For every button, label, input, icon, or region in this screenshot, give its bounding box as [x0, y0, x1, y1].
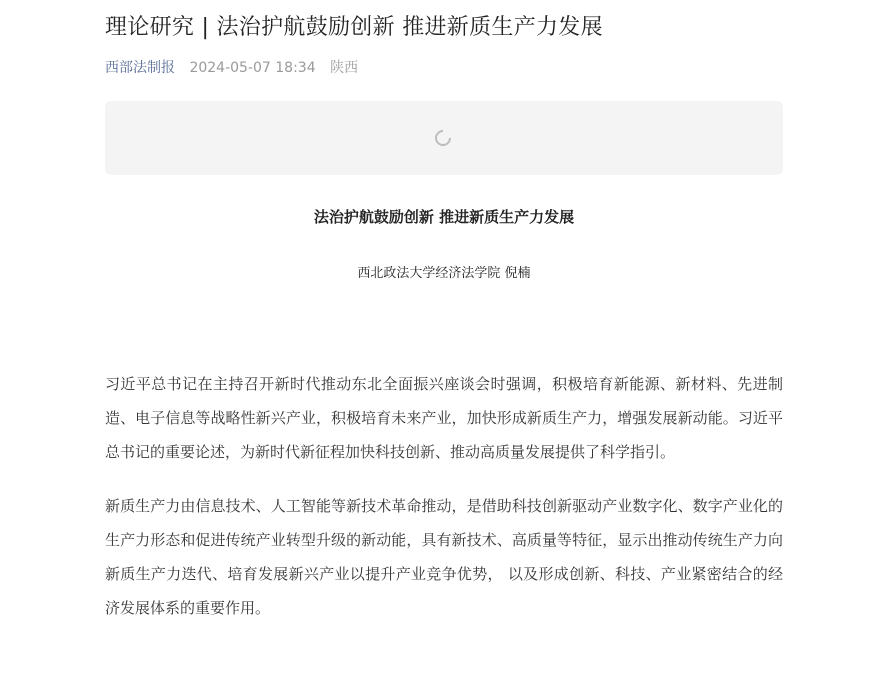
- article-title: 理论研究 | 法治护航鼓励创新 推进新质生产力发展: [105, 15, 603, 40]
- media-placeholder[interactable]: [105, 101, 783, 175]
- source-link[interactable]: 西部法制报: [105, 60, 175, 76]
- body-paragraph: 新质生产力由信息技术、人工智能等新技术革命推动，是借助科技创新驱动产业数字化、数字产业化的生产力形态和促进传统产业转型升级的新动能，具有新技术、高质量等特征，显示出推动传统生产力向新质生产力迭代、培育发展新兴产业以提升产业竞争优势， 以及形成创新、科技、产业紧密结合的经济发展体系的重要作用。: [105, 497, 783, 617]
- publish-date: 2024-05-07 18:34: [189, 60, 316, 76]
- loading-spinner-icon: [432, 127, 455, 150]
- body-paragraph: 习近平总书记在主持召开新时代推动东北全面振兴座谈会时强调，积极培育新能源、新材料、先进制造、电子信息等战略性新兴产业，积极培育未来产业，加快形成新质生产力，增强发展新动能。习近平总书记的重要论述，为新时代新征程加快科技创新、推动高质量发展提供了科学指引。: [105, 375, 783, 461]
- article-meta: [105, 57, 783, 79]
- publish-location: 陕西: [330, 60, 359, 76]
- article-subtitle: 法治护航鼓励创新 推进新质生产力发展: [313, 208, 575, 226]
- article-author: 西北政法大学经济法学院 倪楠: [357, 266, 531, 281]
- article: [105, 0, 783, 625]
